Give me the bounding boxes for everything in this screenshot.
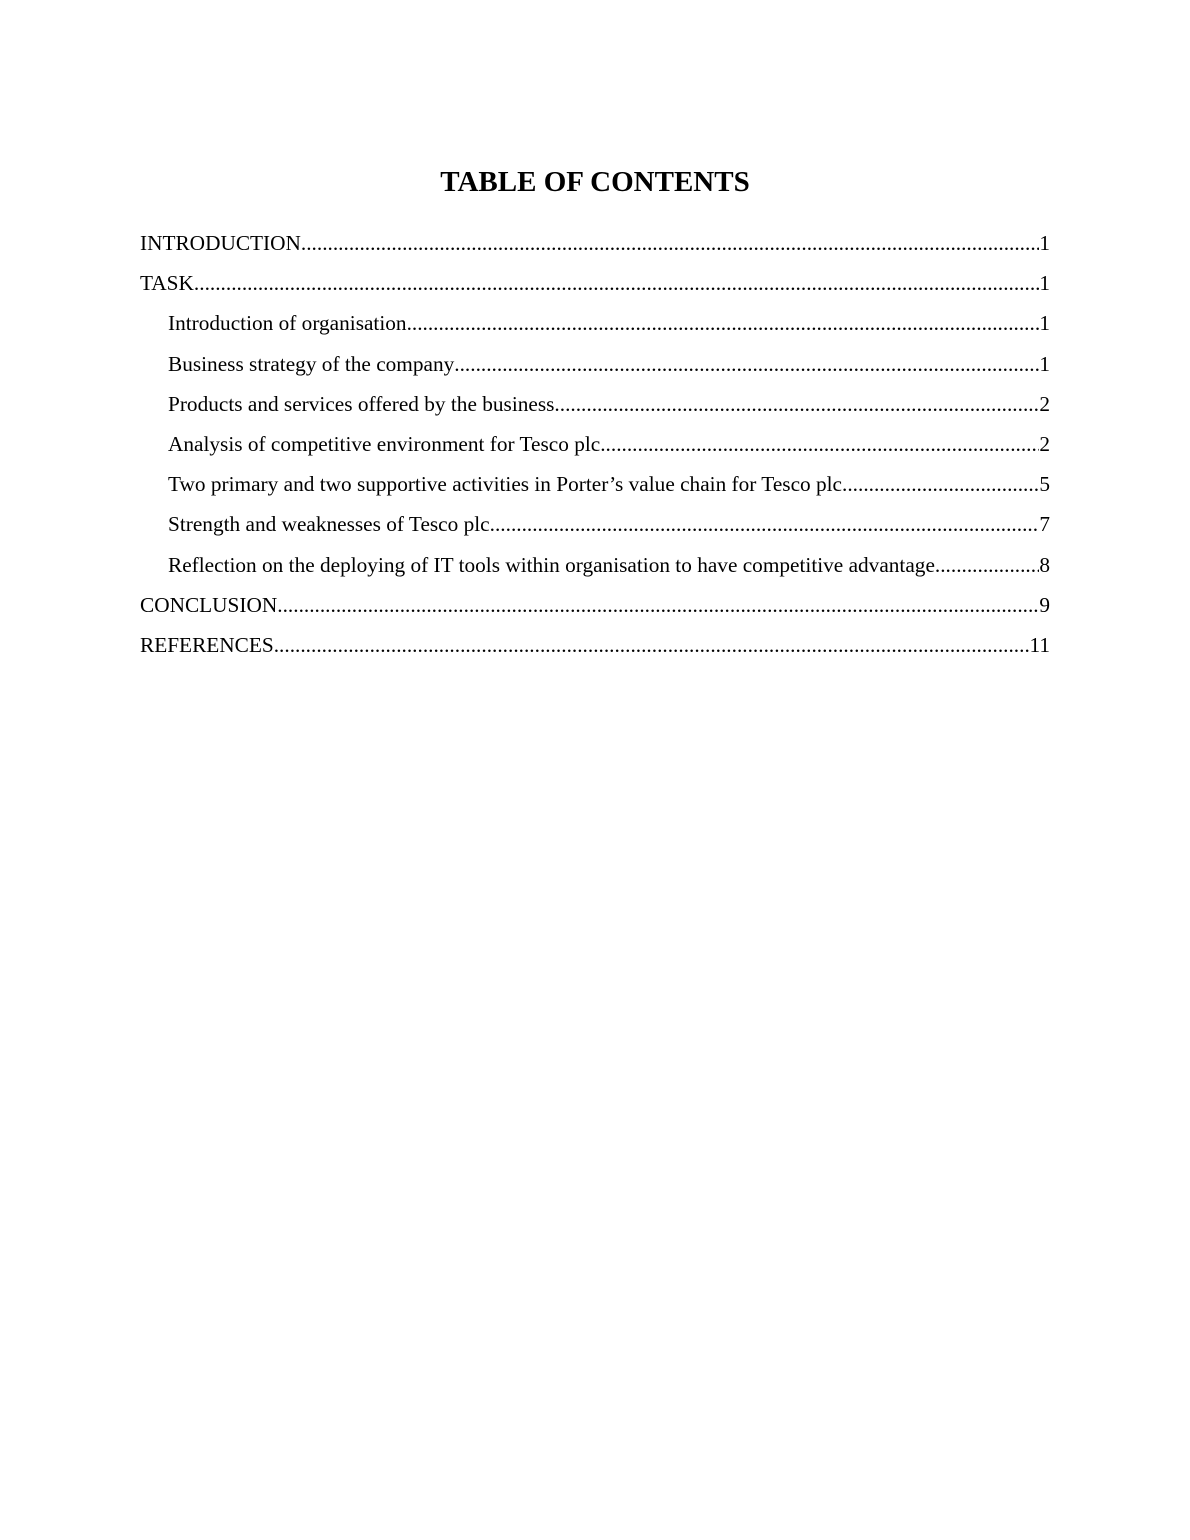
toc-entry-competitive-environment[interactable]	[140, 425, 1050, 465]
toc-page-number: 5	[1039, 472, 1050, 497]
toc-page-number: 1	[1039, 351, 1050, 376]
toc-page-number: 1	[1039, 271, 1050, 296]
toc-entry-text: CONCLUSION	[140, 592, 278, 617]
toc-dot-leader	[194, 264, 1039, 302]
toc-entry-text: INTRODUCTION	[140, 231, 301, 255]
toc-page-number: 1	[1039, 311, 1050, 336]
toc-entry-introduction[interactable]	[140, 224, 1050, 264]
toc-dot-leader	[454, 345, 1039, 383]
toc-page-number: 11	[1029, 632, 1050, 657]
toc-dot-leader	[490, 505, 1040, 543]
toc-entry-it-tools-reflection[interactable]	[140, 546, 1050, 586]
toc-entry-text: Products and services offered by the business	[168, 391, 555, 416]
toc-dot-leader	[600, 425, 1039, 463]
toc-entry-text: Introduction of organisation	[168, 311, 407, 336]
toc-entry-strength-and-weaknesses[interactable]	[140, 505, 1050, 545]
toc-entry-text: Strength and weaknesses of Tesco plc	[168, 512, 490, 537]
toc-entry-porters-value-chain[interactable]	[140, 465, 1050, 505]
toc-entry-text: Analysis of competitive environment for Tesco plc	[168, 431, 601, 456]
toc-entry-products-and-services[interactable]	[140, 385, 1050, 425]
toc-dot-leader	[842, 465, 1039, 503]
toc-entry-business-strategy[interactable]	[140, 345, 1050, 385]
toc-entry-text: TASK	[140, 271, 194, 296]
toc-entry-conclusion[interactable]	[140, 586, 1050, 626]
toc-entry-text: Business strategy of the company	[168, 351, 455, 376]
toc-dot-leader	[935, 546, 1039, 584]
toc-dot-leader	[301, 224, 1039, 262]
toc-page-number: 8	[1039, 552, 1050, 577]
toc-title: TABLE OF CONTENTS	[440, 166, 750, 198]
toc-entry-references[interactable]	[140, 626, 1050, 666]
toc-dot-leader	[274, 626, 1030, 664]
toc-page-number: 2	[1039, 431, 1050, 456]
toc-dot-leader	[277, 586, 1039, 624]
toc-dot-leader	[407, 304, 1040, 342]
toc-entry-task[interactable]	[140, 264, 1050, 304]
toc-list	[140, 224, 1050, 666]
toc-entry-text: Two primary and two supportive activities in Porter’s value chain for Tesco plc	[168, 472, 843, 497]
toc-page-number: 1	[1039, 231, 1050, 255]
toc-entry-text: REFERENCES	[140, 632, 274, 657]
toc-page-number: 9	[1039, 592, 1050, 617]
toc-page-number: 2	[1039, 391, 1050, 416]
toc-entry-introduction-of-organisation[interactable]	[140, 304, 1050, 344]
toc-dot-leader	[554, 385, 1039, 423]
toc-entry-text: Reflection on the deploying of IT tools within organisation to have competitive advantage	[168, 552, 935, 577]
toc-page-number: 7	[1039, 512, 1050, 537]
